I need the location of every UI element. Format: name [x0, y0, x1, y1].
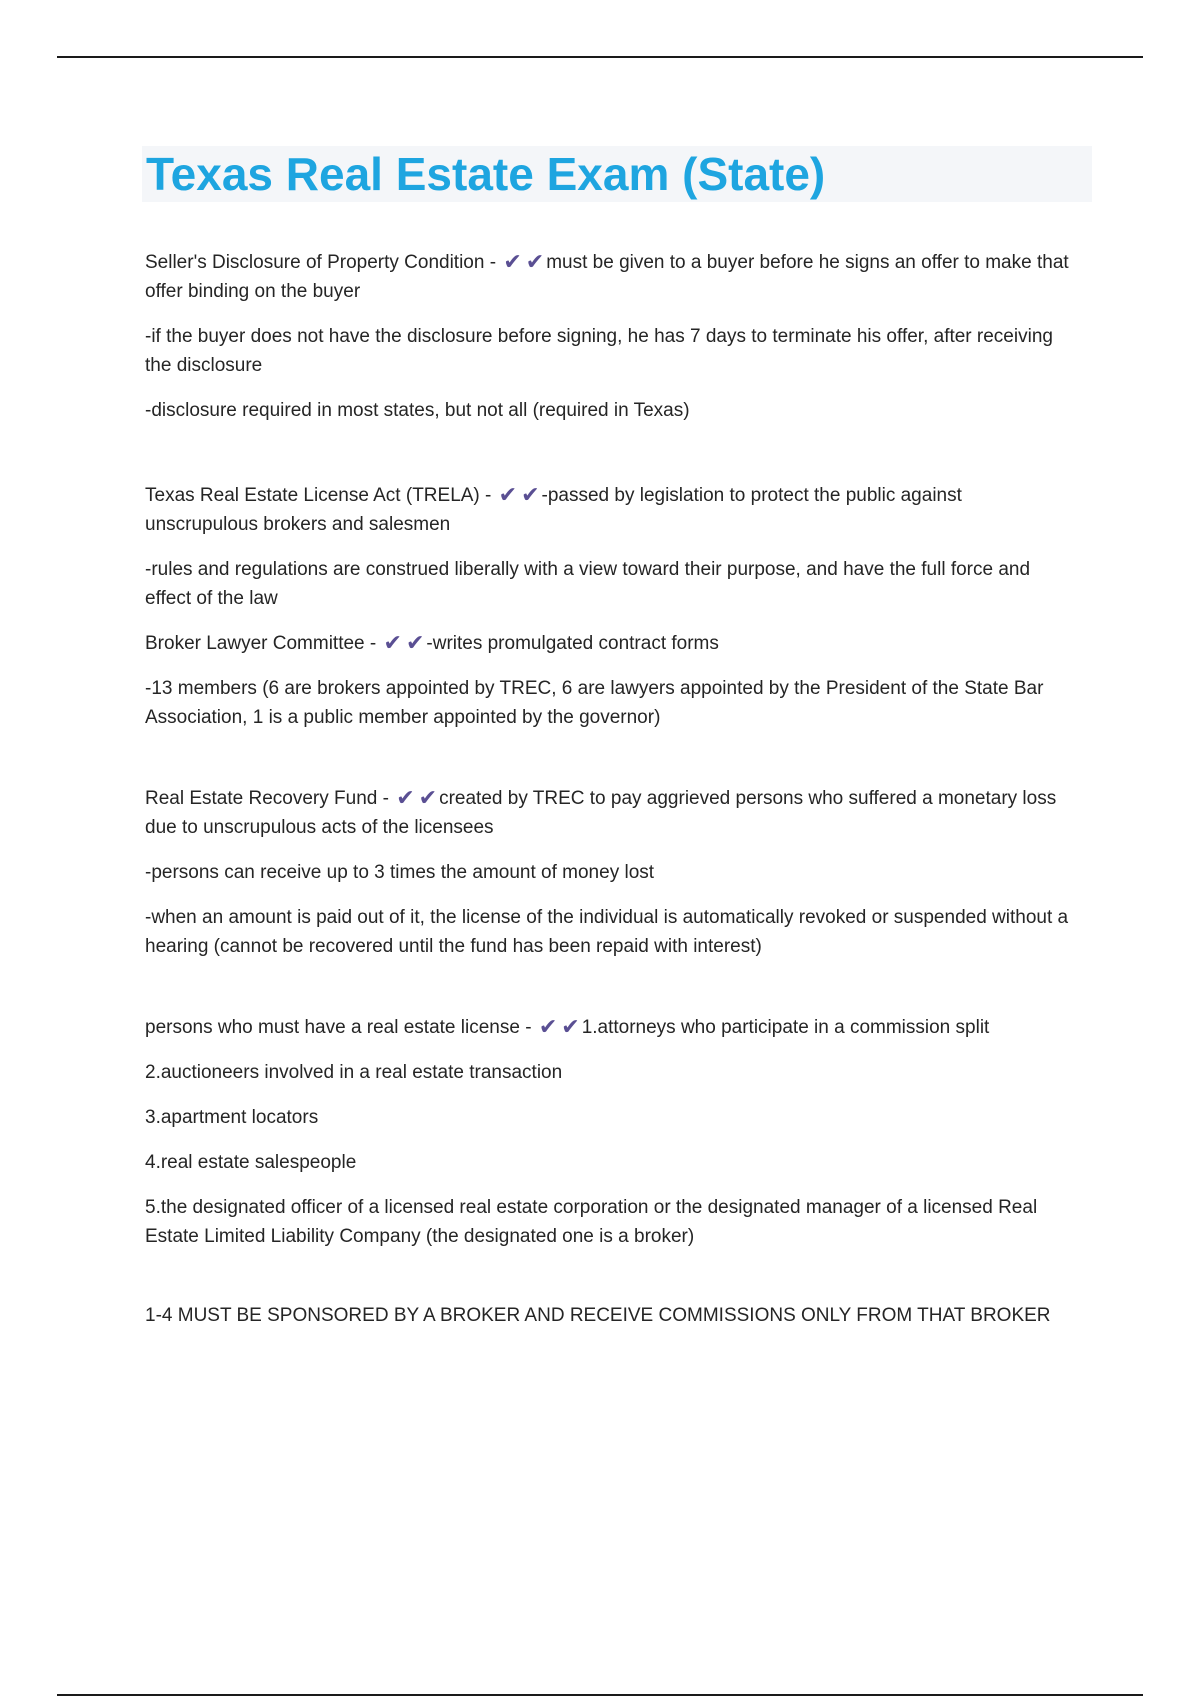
check-icon: ✔ — [521, 482, 540, 507]
entry-definition: 1.attorneys who participate in a commission split — [581, 1017, 990, 1038]
check-icon: ✔ — [418, 785, 438, 810]
entry-trela — [145, 481, 1075, 732]
page-title: Texas Real Estate Exam (State) — [146, 148, 826, 200]
entry-detail: -13 members (6 are brokers appointed by TREC, 6 are lawyers appointed by the President of the State Bar Association, 1 is a public member appointed by the governor) — [145, 678, 1044, 728]
entry-term-line — [145, 481, 1075, 539]
entry-term: Broker Lawyer Committee - — [145, 633, 382, 654]
entry-detail: -when an amount is paid out of it, the license of the individual is automatically revoked or suspended without a hearing (cannot be recovered until the fund has been repaid with interest) — [145, 907, 1069, 957]
entry-term: Seller's Disclosure of Property Condition - — [145, 252, 502, 273]
entry-term-line — [145, 248, 1075, 306]
check-icon: ✔ — [498, 482, 518, 507]
check-icon: ✔ — [538, 1014, 558, 1039]
entry-definition: -writes promulgated contract forms — [426, 633, 719, 654]
entry-term: Real Estate Recovery Fund - — [145, 788, 395, 809]
top-rule — [57, 56, 1143, 58]
entry-sellers-disclosure — [145, 248, 1075, 425]
entry-definition: -passed by legislation to protect the public against unscrupulous brokers and salesmen — [145, 485, 962, 535]
entry-term-line — [145, 1013, 1075, 1042]
entry-detail: 3.apartment locators — [145, 1107, 319, 1128]
check-icon: ✔ — [561, 1014, 580, 1039]
entry-term: Texas Real Estate License Act (TRELA) - — [145, 485, 497, 506]
check-icon: ✔ — [503, 249, 522, 274]
bottom-rule — [57, 1694, 1143, 1696]
entry-definition: created by TREC to pay aggrieved persons who suffered a monetary loss due to unscrupulous acts of the licensees — [145, 788, 1057, 838]
entry-license-required — [145, 1013, 1075, 1251]
check-icon: ✔ — [396, 785, 415, 810]
entry-detail: -persons can receive up to 3 times the amount of money lost — [145, 862, 655, 883]
check-icon: ✔ — [525, 249, 545, 274]
entry-detail: 5.the designated officer of a licensed real estate corporation or the designated manager of a licensed Real Estate Limited Liability Company (the designated one is a broker) — [145, 1197, 1038, 1247]
entry-detail: 2.auctioneers involved in a real estate transaction — [145, 1062, 563, 1083]
closing-note: 1-4 MUST BE SPONSORED BY A BROKER AND RECEIVE COMMISSIONS ONLY FROM THAT BROKER — [145, 1305, 1051, 1326]
entry-term-line — [145, 784, 1075, 842]
check-icon: ✔ — [383, 630, 402, 655]
entry-detail: -rules and regulations are construed liberally with a view toward their purpose, and have the full force and effect of the law — [145, 559, 1031, 609]
entry-term-line — [145, 629, 1075, 658]
document-body — [145, 248, 1075, 1330]
check-icon: ✔ — [405, 630, 425, 655]
entry-detail: 4.real estate salespeople — [145, 1152, 357, 1173]
entry-recovery-fund — [145, 784, 1075, 961]
entry-definition: must be given to a buyer before he signs an offer to make that offer binding on the buyer — [145, 252, 1069, 302]
entry-detail: -if the buyer does not have the disclosure before signing, he has 7 days to terminate his offer, after receiving the disclosure — [145, 326, 1053, 376]
entry-term: persons who must have a real estate license - — [145, 1017, 537, 1038]
entry-detail: -disclosure required in most states, but not all (required in Texas) — [145, 400, 690, 421]
